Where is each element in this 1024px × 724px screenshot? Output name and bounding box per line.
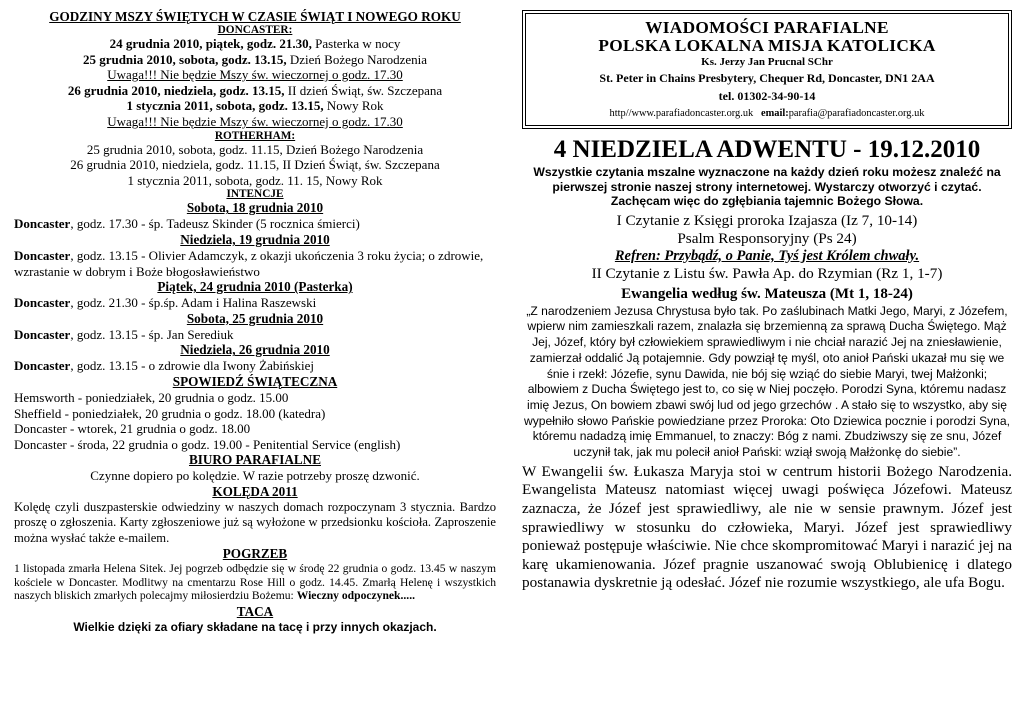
- intention-entry: Doncaster, godz. 17.30 - śp. Tadeusz Skinder (5 rocznica śmierci): [14, 216, 360, 232]
- parish-header-box: [522, 10, 1012, 129]
- schedule-line: 1 stycznia 2011, sobota, godz. 11. 15, Nowy Rok: [127, 172, 383, 188]
- schedule-line: 1 stycznia 2011, sobota, godz. 13.15, Nowy Rok: [126, 98, 384, 114]
- confession-item: Doncaster - wtorek, 21 grudnia o godz. 18.00: [14, 421, 251, 437]
- collection-thanks: Wielkie dzięki za ofiary składane na tacę i przy innych okazjach.: [73, 619, 437, 634]
- mission-title: POLSKA LOKALNA MISJA KATOLICKA: [598, 36, 936, 55]
- schedule-line: 24 grudnia 2010, piątek, godz. 21.30, Pasterka w nocy: [109, 36, 401, 51]
- commentary-text: W Ewangelii św. Łukasza Maryja stoi w centrum historii Bożego Narodzenia. Ewangelista Mateusz natomiast więcej uwagi poświęca Józefowi. Mateusz zaznacza, że Józef jest sprawiedliwy, ale nie w sensie prawnym. Józef jest sprawiedliwy w stosunku do człowieka, Maryi. Józef jest sprawiedliwy ponieważ postępuje właściwie. Nie chce skompromitować Maryi i narazić jej na karę ukamienowania. Józef pragnie uszanować swoją Oblubienicę i dlatego postanawia dyskretnie ją odesłać. Józef nie rozumie wszystkiego, ale ufa Bogu.: [522, 462, 1012, 592]
- confession-item: Hemsworth - poniedziałek, 20 grudnia o godz. 15.00: [14, 389, 289, 405]
- first-reading: I Czytanie z Księgi proroka Izajasza (Iz 7, 10-14): [616, 211, 918, 229]
- doncaster-label: DONCASTER:: [217, 24, 293, 36]
- priest-name: Ks. Jerzy Jan Prucnal SChr: [701, 56, 833, 68]
- schedule-warning: Uwaga!!! Nie będzie Mszy św. wieczornej o godz. 17.30: [107, 113, 403, 129]
- intention-entry: Doncaster, godz. 21.30 - śp.śp. Adam i Halina Raszewski: [14, 295, 317, 311]
- intention-day: Sobota, 18 grudnia 2010: [186, 200, 324, 216]
- parish-contact: [530, 105, 1004, 123]
- mass-times-header: GODZINY MSZY ŚWIĘTYCH W CZASIE ŚWIĄT I NOWEGO ROKU: [49, 9, 461, 24]
- funeral-text: 1 listopada zmarła Helena Sitek. Jej pogrzeb odbędzie się w środę 22 grudnia o godz. 13.45 w naszym kościele w Doncaster. Modlitwy na cmentarzu Rose Hill o godz. 14.45. Zmarłą Helenę i wszystkich naszych bliskich zmarłych polecajmy miłosierdziu Bożemu: Wieczny odpoczynek.....: [14, 562, 496, 603]
- confession-item: Doncaster - środa, 22 grudnia o godz. 19.00 - Penitential Service (english): [14, 436, 401, 452]
- rotherham-schedule: [14, 142, 496, 189]
- schedule-line: 25 grudnia 2010, sobota, godz. 13.15, Dzień Bożego Narodzenia: [82, 51, 428, 67]
- koleda-text: Kolędę czyli duszpasterskie odwiedziny w naszych domach rozpoczynam 3 stycznia. Bardzo proszę o zgłoszenia. Karty zgłoszeniowe już są wyłożone w przedsionku kościoła. Zaproszenie można wysłać także e-mailem.: [14, 499, 496, 545]
- confession-list: [14, 390, 496, 452]
- schedule-line: 25 grudnia 2010, sobota, godz. 11.15, Dzień Bożego Narodzenia: [86, 141, 424, 157]
- psalm-refrain: Refren: Przybądź, o Panie, Tyś jest Królem chwały.: [614, 247, 920, 264]
- readings-intro: Wszystkie czytania mszalne wyznaczone na każdy dzień roku możesz znaleźć na pierwszej stronie naszej strony internetowej. Wystarczy otworzyć i czytać. Zachęcam więc do zgłębiania tajemnic Bożego Słowa.: [533, 165, 1001, 209]
- confession-item: Sheffield - poniedziałek, 20 grudnia o godz. 18.00 (katedra): [14, 405, 326, 421]
- office-text: Czynne dopiero po kolędzie. W razie potrzeby proszę dzwonić.: [90, 468, 420, 484]
- parish-phone: tel. 01302-34-90-14: [718, 89, 816, 103]
- intention-day: Sobota, 25 grudnia 2010: [186, 310, 324, 326]
- intention-day: Piątek, 24 grudnia 2010 (Pasterka): [157, 279, 353, 295]
- intention-entry: Doncaster, godz. 13.15 - o zdrowie dla Iwony Żabińskiej: [14, 358, 315, 374]
- email-label: email:: [761, 108, 789, 119]
- sunday-heading: 4 NIEDZIELA ADWENTU - 19.12.2010: [553, 136, 981, 163]
- right-column: [522, 10, 1012, 593]
- intention-entry: Doncaster, godz. 13.15 - śp. Jan Serediuk: [14, 326, 234, 342]
- schedule-line: 26 grudnia 2010, niedziela, godz. 11.15, II Dzień Świąt, św. Szczepana: [70, 157, 440, 173]
- schedule-warning: Uwaga!!! Nie będzie Mszy św. wieczornej o godz. 17.30: [107, 67, 403, 83]
- gospel-title: Ewangelia według św. Mateusza (Mt 1, 18-24): [621, 285, 913, 302]
- parish-address: St. Peter in Chains Presbytery, Chequer Rd, Doncaster, DN1 2AA: [599, 71, 935, 85]
- intention-day: Niedziela, 26 grudnia 2010: [180, 342, 330, 358]
- psalm: Psalm Responsoryjny (Ps 24): [677, 229, 857, 247]
- doncaster-schedule: [14, 36, 496, 130]
- email-link[interactable]: parafia@parafiadoncaster.org.uk: [788, 108, 925, 119]
- second-reading: II Czytanie z Listu św. Pawła Ap. do Rzymian (Rz 1, 1-7): [591, 264, 943, 282]
- bulletin-title: WIADOMOŚCI PARAFIALNE: [645, 18, 889, 37]
- website-link[interactable]: http//www.parafiadoncaster.org.uk: [609, 108, 754, 119]
- koleda-label: KOLĘDA 2011: [212, 483, 298, 499]
- office-label: BIURO PARAFIALNE: [188, 452, 321, 468]
- intentions-label: INTENCJE: [226, 188, 284, 201]
- confession-label: SPOWIEDŹ ŚWIĄTECZNA: [172, 373, 338, 389]
- intention-day: Niedziela, 19 grudnia 2010: [180, 231, 330, 247]
- collection-label: TACA: [236, 603, 274, 619]
- intention-entry: Doncaster, godz. 13.15 - Olivier Adamczyk, z okazji ukończenia 3 roku życia; o zdrowie, wzrastanie w dobrym i Boże błogosławieństwo: [14, 247, 484, 279]
- gospel-text: „Z narodzeniem Jezusa Chrystusa było tak. Po zaślubinach Matki Jego, Maryi, z Józefem, wpierw nim zamieszkali razem, znalazła się brzemienną za sprawą Ducha Świętego. Mąż Jej, Józef, który był człowiekiem sprawiedliwym i nie chciał narazić Jej na zniesławienie, zamierzał oddalić Ją potajemnie. Gdy powziął tę myśl, oto anioł Pański ukazał mu się we śnie i rzekł: Józefie, synu Dawida, nie bój się wziąć do siebie Maryi, twej Małżonki; albowiem z Ducha Świętego jest to, co się w Niej poczęło. Porodzi Syna, któremu nadasz imię Jezus, On bowiem zbawi swój lud od jego grzechów . A stało się to wszystko, aby się wypełniło słowo Pańskie powiedziane przez Proroka: Oto Dziewica pocznie i porodzi Syna, któremu nadadzą imię Emmanuel, to znaczy: Bóg z nami. Zbudziwszy się ze snu, Józef uczynił tak, jak mu polecił anioł Pański: wziął swoją Małżonkę do siebie”.: [523, 303, 1010, 460]
- intentions-list: [14, 200, 496, 374]
- left-column: [14, 10, 496, 634]
- rotherham-label: ROTHERHAM:: [214, 129, 296, 142]
- funeral-label: POGRZEB: [222, 546, 288, 562]
- schedule-line: 26 grudnia 2010, niedziela, godz. 13.15, II dzień Świąt, św. Szczepana: [67, 82, 443, 98]
